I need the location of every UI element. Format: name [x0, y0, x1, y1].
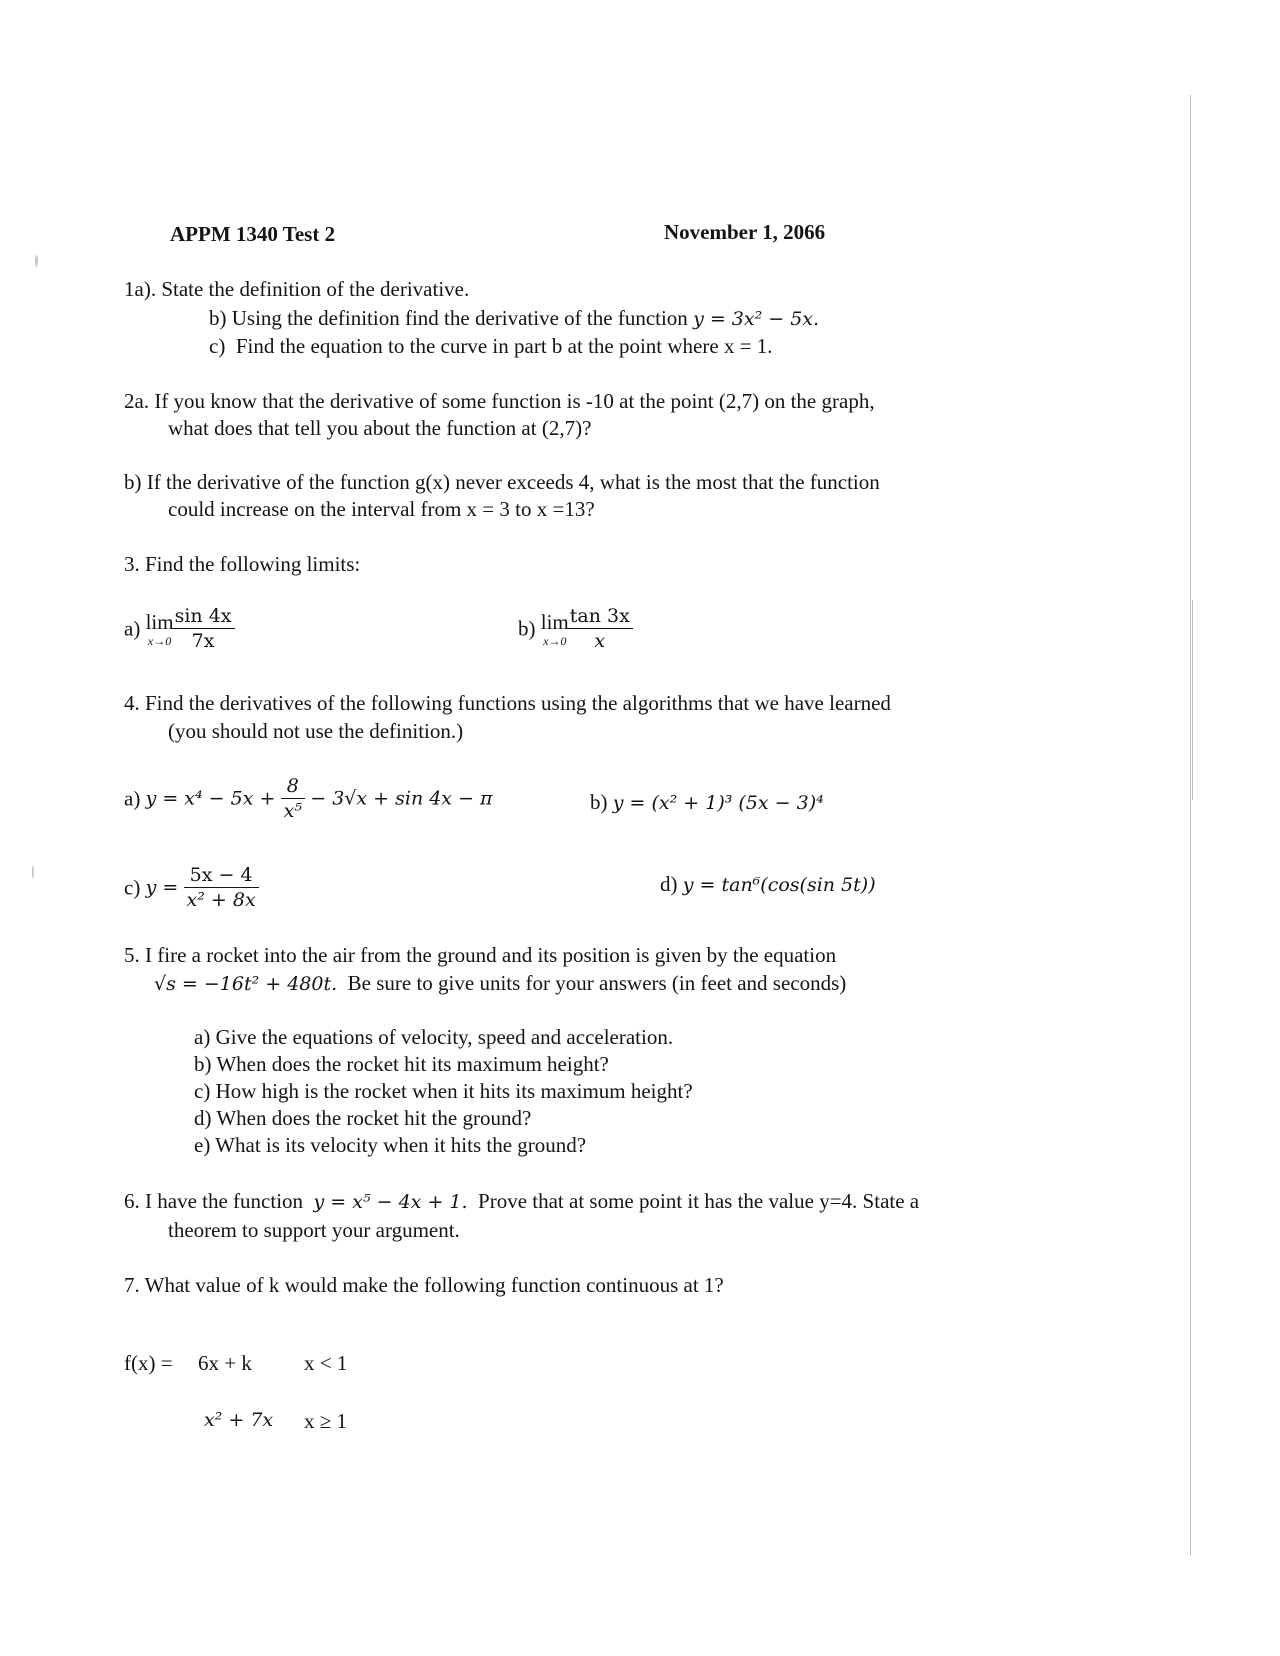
q2b-line2: could increase on the interval from x = 3 to x =13?	[168, 497, 595, 521]
q2b-line1: b) If the derivative of the function g(x) never exceeds 4, what is the most that the function	[124, 470, 880, 494]
q6-expression: y = x⁵ − 4x + 1.	[313, 1191, 468, 1213]
q4b-label: b)	[590, 790, 608, 814]
q3a-numerator: sin 4x	[172, 607, 235, 629]
q3b-denominator: x	[594, 630, 606, 652]
q3b-numerator: tan 3x	[567, 607, 633, 629]
q2a-line1: 2a. If you know that the derivative of some function is -10 at the point (2,7) on the graph,	[124, 389, 875, 413]
q1b-label: b)	[209, 306, 227, 330]
q6-line2: theorem to support your argument.	[168, 1218, 460, 1242]
q4c-expression-start: y =	[145, 876, 179, 899]
scan-speck	[32, 865, 34, 879]
q4d-label: d)	[660, 872, 678, 896]
q3a-denominator: 7x	[191, 630, 215, 652]
q7-piece2-expression: x² + 7x	[204, 1409, 274, 1431]
q1c-text: Find the equation to the curve in part b at the point where x = 1.	[235, 334, 773, 358]
q2a-line2: what does that tell you about the function at (2,7)?	[168, 416, 592, 440]
q4a	[124, 777, 493, 821]
q6-intro: 6. I have the function	[124, 1189, 304, 1213]
q4a-denominator: x⁵	[283, 800, 302, 822]
scan-edge-line	[1192, 600, 1193, 800]
q5-part-a: a) Give the equations of velocity, speed and acceleration.	[194, 1025, 674, 1049]
q5-part-b: b) When does the rocket hit its maximum height?	[194, 1052, 609, 1076]
q3a-label: a)	[124, 616, 141, 641]
q4a-numerator: 8	[281, 777, 305, 799]
q4d	[660, 874, 876, 895]
q7-fx-label: f(x) =	[124, 1351, 173, 1375]
q4c-label: c)	[124, 875, 141, 900]
q1a-text: 1a). State the definition of the derivative.	[124, 277, 470, 301]
q7-text: 7. What value of k would make the following function continuous at 1?	[124, 1273, 724, 1297]
q4c	[124, 866, 259, 910]
q4c-fraction	[184, 866, 259, 910]
q4a-expression-start: y = x⁴ − 5x +	[145, 787, 276, 810]
q3b-lim-word: lim	[540, 609, 569, 634]
q3-intro: 3. Find the following limits:	[124, 552, 361, 576]
q3a-fraction	[172, 607, 235, 651]
q5-line2	[154, 973, 846, 994]
q3b-lim	[540, 609, 569, 648]
q7-piece2-condition: x ≥ 1	[304, 1409, 348, 1433]
q5-line1: 5. I fire a rocket into the air from the ground and its position is given by the equation	[124, 943, 837, 967]
q3a-lim	[145, 609, 174, 648]
q5-part-e: e) What is its velocity when it hits the ground?	[194, 1133, 587, 1157]
q4a-expression-end: − 3√x + sin 4x − π	[310, 787, 493, 810]
q5-units-note: Be sure to give units for your answers (in feet and seconds)	[347, 971, 847, 995]
q1b	[209, 308, 819, 329]
q5-equation: √s = −16t² + 480t.	[154, 973, 338, 995]
q7-piece1-expression: 6x + k	[198, 1351, 252, 1375]
q4a-fraction	[281, 777, 305, 821]
q4b	[590, 792, 824, 813]
q4-line2: (you should not use the definition.)	[168, 719, 464, 743]
q7-piece1-condition: x < 1	[304, 1351, 348, 1375]
q5-part-d: d) When does the rocket hit the ground?	[194, 1106, 532, 1130]
q3b-lim-sub: x→0	[543, 633, 567, 648]
q3b-fraction	[567, 607, 633, 651]
q4b-expression: y = (x² + 1)³ (5x − 3)⁴	[612, 792, 824, 814]
q5-part-c: c) How high is the rocket when it hits its maximum height?	[194, 1079, 693, 1103]
q3a-lim-sub: x→0	[147, 633, 172, 648]
test-date: November 1, 2066	[664, 220, 826, 244]
scan-edge-line	[1190, 95, 1191, 1555]
q4a-label: a)	[124, 786, 141, 811]
q4c-numerator: 5x − 4	[184, 866, 259, 888]
q1c-label: c)	[209, 334, 226, 358]
q4-line1: 4. Find the derivatives of the following functions using the algorithms that we have learned	[124, 691, 891, 715]
q4c-denominator: x² + 8x	[186, 889, 256, 911]
q3a-limit	[124, 607, 235, 651]
q3a-lim-word: lim	[145, 609, 174, 634]
q6-statement: Prove that at some point it has the value y=4. State a	[478, 1189, 920, 1213]
q1b-text: Using the definition find the derivative of the function	[231, 306, 688, 330]
q4d-expression: y = tan⁶(cos(sin 5t))	[682, 874, 876, 896]
scan-speck	[35, 255, 38, 267]
q6-line1	[124, 1191, 919, 1212]
q1c	[209, 336, 773, 357]
q3b-limit	[518, 607, 633, 651]
course-title: APPM 1340 Test 2	[170, 222, 336, 246]
q1b-expression: y = 3x² − 5x.	[693, 308, 820, 330]
q3b-label: b)	[518, 616, 536, 641]
